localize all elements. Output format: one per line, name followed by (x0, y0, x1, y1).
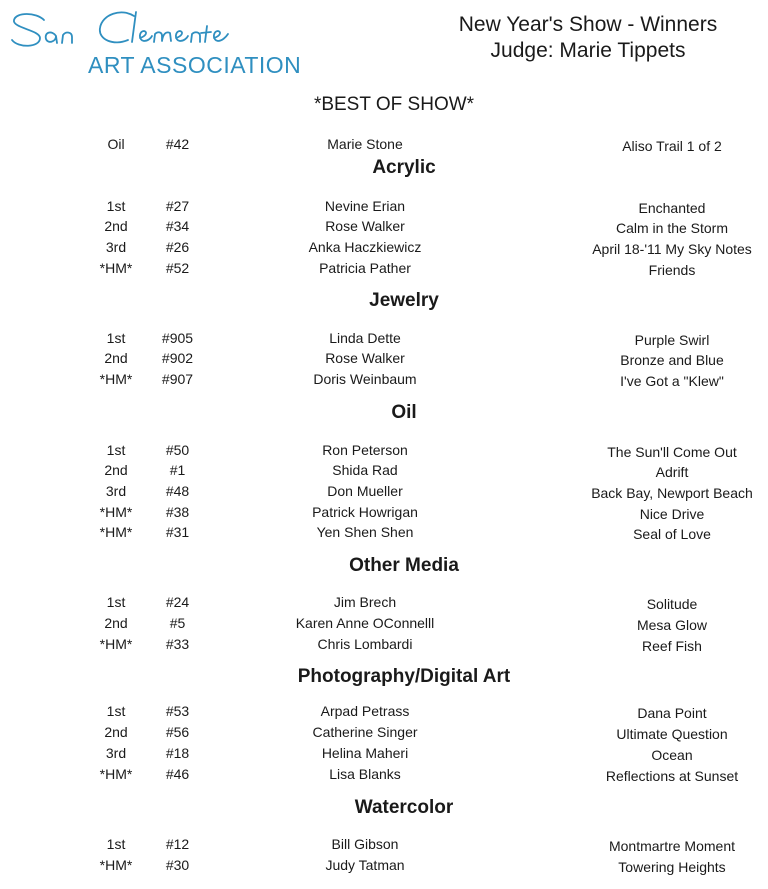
entry-title: Solitude (646, 596, 698, 612)
table-row (0, 701, 768, 722)
table-row (0, 743, 768, 764)
table-row (0, 613, 768, 634)
entry-place: *HM* (99, 766, 133, 782)
entry-artist: Marie Stone (327, 136, 403, 152)
entry-title: Reef Fish (642, 638, 702, 654)
entry-number: #52 (165, 260, 190, 276)
table-row (0, 460, 768, 481)
entry-place: *HM* (99, 636, 133, 652)
entry-title: Dana Point (637, 705, 707, 721)
entry-title: Purple Swirl (634, 332, 710, 348)
entry-artist: Lisa Blanks (329, 766, 401, 782)
entry-title: Aliso Trail 1 of 2 (622, 138, 722, 154)
table-row (0, 722, 768, 743)
entry-artist: Patricia Pather (319, 260, 411, 276)
entry-artist: Helina Maheri (321, 745, 409, 761)
entry-place: 1st (106, 330, 126, 346)
entry-place: *HM* (99, 524, 133, 540)
table-row (0, 440, 768, 461)
table-row (0, 764, 768, 785)
entry-number: #5 (169, 615, 186, 631)
table-row (0, 258, 768, 279)
entry-place: 2nd (104, 218, 128, 234)
entry-title: Montmartre Moment (608, 838, 736, 854)
entry-title: Nice Drive (639, 506, 705, 522)
entry-number: #42 (165, 136, 190, 152)
entry-artist: Doris Weinbaum (313, 371, 417, 387)
section-heading-other-media: Other Media (349, 555, 459, 576)
entry-place: 2nd (104, 462, 128, 478)
logo (6, 6, 306, 78)
table-row (0, 592, 768, 613)
entry-number: #46 (165, 766, 190, 782)
entry-number: #902 (161, 350, 194, 366)
entry-artist: Nevine Erian (324, 198, 406, 214)
entry-artist: Ron Peterson (322, 442, 408, 458)
entry-number: #905 (161, 330, 194, 346)
entry-artist: Rose Walker (325, 218, 405, 234)
entry-place: *HM* (99, 371, 133, 387)
table-row (0, 855, 768, 876)
entry-number: #31 (165, 524, 190, 540)
entry-place: 2nd (104, 615, 128, 631)
entry-title: Ultimate Question (616, 726, 728, 742)
entry-artist: Don Mueller (327, 483, 403, 499)
entry-artist: Judy Tatman (325, 857, 405, 873)
section-heading-oil: Oil (391, 402, 417, 423)
entry-place: *HM* (99, 260, 133, 276)
entry-title: The Sun'll Come Out (607, 444, 737, 460)
table-row (0, 502, 768, 523)
entry-number: #30 (165, 857, 190, 873)
page-title: New Year's Show - Winners (458, 13, 718, 36)
entry-title: Back Bay, Newport Beach (591, 485, 753, 501)
entry-artist: Rose Walker (325, 350, 405, 366)
entry-number: #33 (165, 636, 190, 652)
entry-number: #26 (165, 239, 190, 255)
table-row (0, 237, 768, 258)
entry-number: #48 (165, 483, 190, 499)
entry-artist: Karen Anne OConnelll (295, 615, 435, 631)
entry-number: #12 (165, 836, 190, 852)
entry-title: Bronze and Blue (620, 352, 724, 368)
document-header (420, 12, 756, 64)
judge-line: Judge: Marie Tippets (490, 39, 686, 62)
entry-number: #907 (161, 371, 194, 387)
table-row (0, 481, 768, 502)
entry-artist: Jim Brech (333, 594, 397, 610)
entry-place: *HM* (99, 504, 133, 520)
table-row (0, 216, 768, 237)
entry-place: 1st (106, 198, 126, 214)
entry-artist: Yen Shen Shen (316, 524, 414, 540)
entry-place: 1st (106, 594, 126, 610)
entry-title: I've Got a "Klew" (620, 373, 724, 389)
entry-place: 3rd (105, 745, 127, 761)
table-row (0, 634, 768, 655)
entry-artist: Chris Lombardi (317, 636, 413, 652)
entry-place: 1st (106, 836, 126, 852)
entry-title: Ocean (651, 747, 693, 763)
entry-artist: Patrick Howrigan (312, 504, 418, 520)
entry-number: #56 (165, 724, 190, 740)
entry-artist: Bill Gibson (331, 836, 399, 852)
entry-artist: Linda Dette (329, 330, 401, 346)
entry-place: Oil (107, 136, 125, 152)
entry-title: Adrift (655, 464, 689, 480)
entry-place: 2nd (104, 350, 128, 366)
section-heading-acrylic: Acrylic (372, 157, 436, 178)
entry-title: Towering Heights (618, 859, 726, 875)
entry-place: 2nd (104, 724, 128, 740)
entry-artist: Arpad Petrass (320, 703, 410, 719)
entry-number: #1 (169, 462, 186, 478)
best-of-show-row (0, 134, 768, 155)
entry-title: Mesa Glow (636, 617, 708, 633)
table-row (0, 196, 768, 217)
entry-title: Seal of Love (633, 526, 711, 542)
entry-place: 1st (106, 703, 126, 719)
table-row (0, 522, 768, 543)
entry-number: #38 (165, 504, 190, 520)
entry-artist: Shida Rad (332, 462, 398, 478)
entry-place: 3rd (105, 483, 127, 499)
logo-script-wordmark (6, 6, 306, 56)
entry-title: Calm in the Storm (615, 220, 729, 236)
entry-number: #18 (165, 745, 190, 761)
entry-number: #24 (165, 594, 190, 610)
entry-title: Friends (648, 262, 696, 278)
entry-number: #27 (165, 198, 190, 214)
section-heading-watercolor: Watercolor (354, 797, 454, 818)
table-row (0, 348, 768, 369)
entry-title: Enchanted (638, 200, 706, 216)
entry-place: *HM* (99, 857, 133, 873)
table-row (0, 369, 768, 390)
section-heading-jewelry: Jewelry (369, 290, 439, 311)
entry-number: #50 (165, 442, 190, 458)
entry-title: April 18-'11 My Sky Notes (592, 241, 752, 257)
entry-artist: Catherine Singer (312, 724, 418, 740)
entry-title: Reflections at Sunset (605, 768, 739, 784)
table-row (0, 328, 768, 349)
entry-number: #53 (165, 703, 190, 719)
section-heading-photography-digital-art: Photography/Digital Art (297, 666, 511, 687)
entry-place: 1st (106, 442, 126, 458)
logo-subtitle: ART ASSOCIATION (88, 52, 302, 78)
entry-artist: Anka Haczkiewicz (308, 239, 422, 255)
best-of-show-heading: *BEST OF SHOW* (313, 94, 475, 115)
entry-number: #34 (165, 218, 190, 234)
entry-place: 3rd (105, 239, 127, 255)
table-row (0, 834, 768, 855)
